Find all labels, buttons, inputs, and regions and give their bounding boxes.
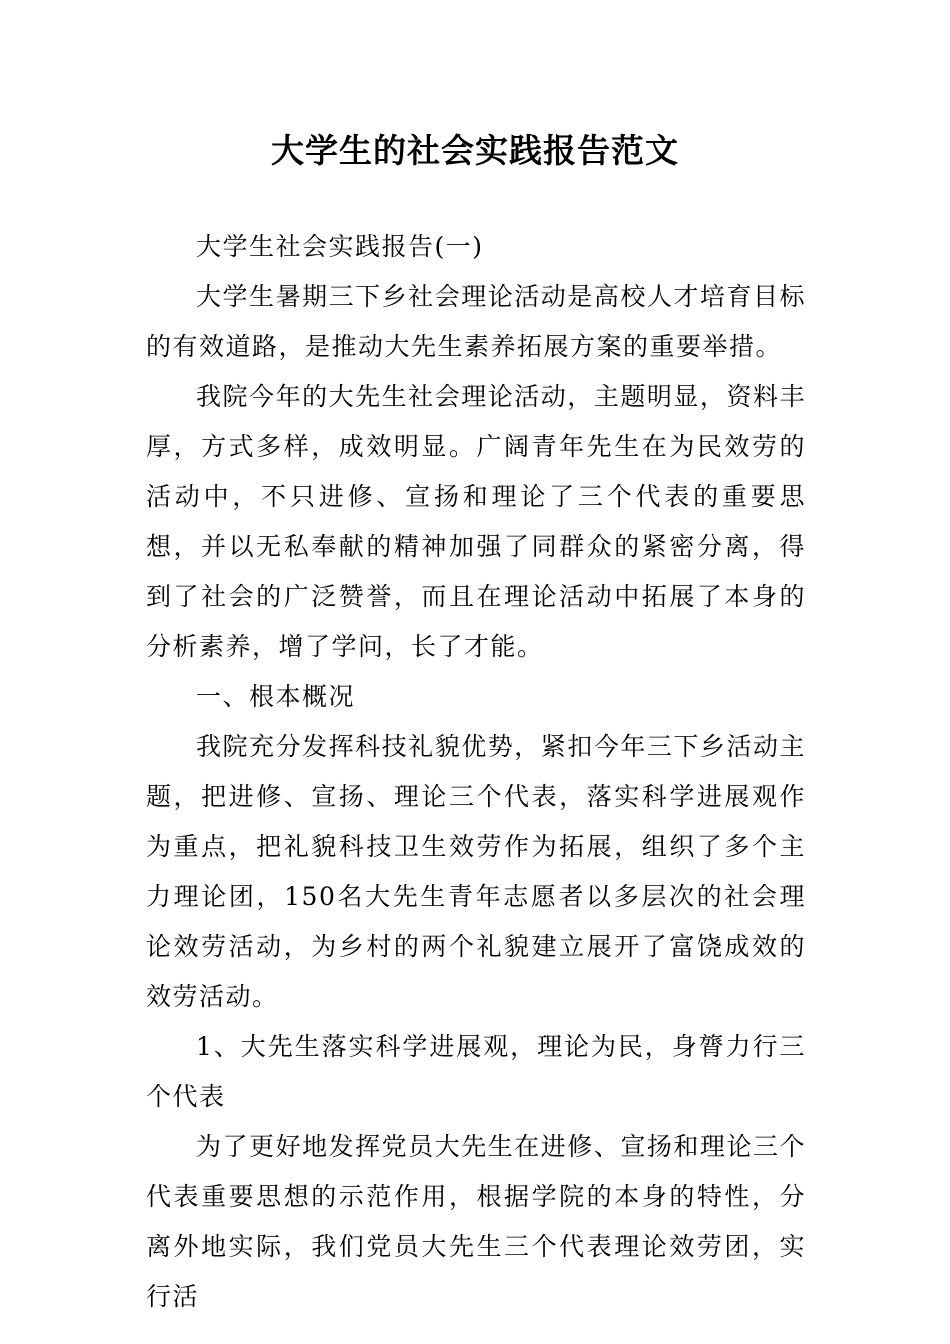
document-title: 大学生的社会实践报告范文 bbox=[271, 131, 679, 170]
paragraph-intro: 大学生暑期三下乡社会理论活动是高校人才培育目标的有效道路，是推动大先生素养拓展方案的重要举措。 bbox=[146, 282, 806, 361]
subsection-heading-1: 1、大先生落实科学进展观，理论为民，身膂力行三个代表 bbox=[146, 1032, 806, 1111]
paragraph-overview: 我院今年的大先生社会理论活动，主题明显，资料丰厚，方式多样，成效明显。广阔青年先生在为民效劳的活动中，不只进修、宣扬和理论了三个代表的重要思想，并以无私奉献的精神加强了同群众的紧密分离，得到了社会的广泛赞誉，而且在理论活动中拓展了本身的分析素养，增了学问，长了才能。 bbox=[146, 382, 806, 661]
paragraph-report-heading: 大学生社会实践报告(一) bbox=[196, 232, 484, 261]
document-body bbox=[146, 222, 806, 1322]
section-heading-basic-situation: 一、根本概况 bbox=[196, 682, 356, 711]
paragraph-basic-situation: 我院充分发挥科技礼貌优势，紧扣今年三下乡活动主题，把进修、宣扬、理论三个代表，落实科学进展观作为重点，把礼貌科技卫生效劳作为拓展，组织了多个主力理论团，150名大先生青年志愿者以多层次的社会理论效劳活动，为乡村的两个礼貌建立展开了富饶成效的效劳活动。 bbox=[146, 732, 806, 1011]
paragraph-subsection-1: 为了更好地发挥党员大先生在进修、宣扬和理论三个代表重要思想的示范作用，根据学院的本身的特性，分离外地实际，我们党员大先生三个代表理论效劳团，实行活 bbox=[146, 1132, 806, 1311]
